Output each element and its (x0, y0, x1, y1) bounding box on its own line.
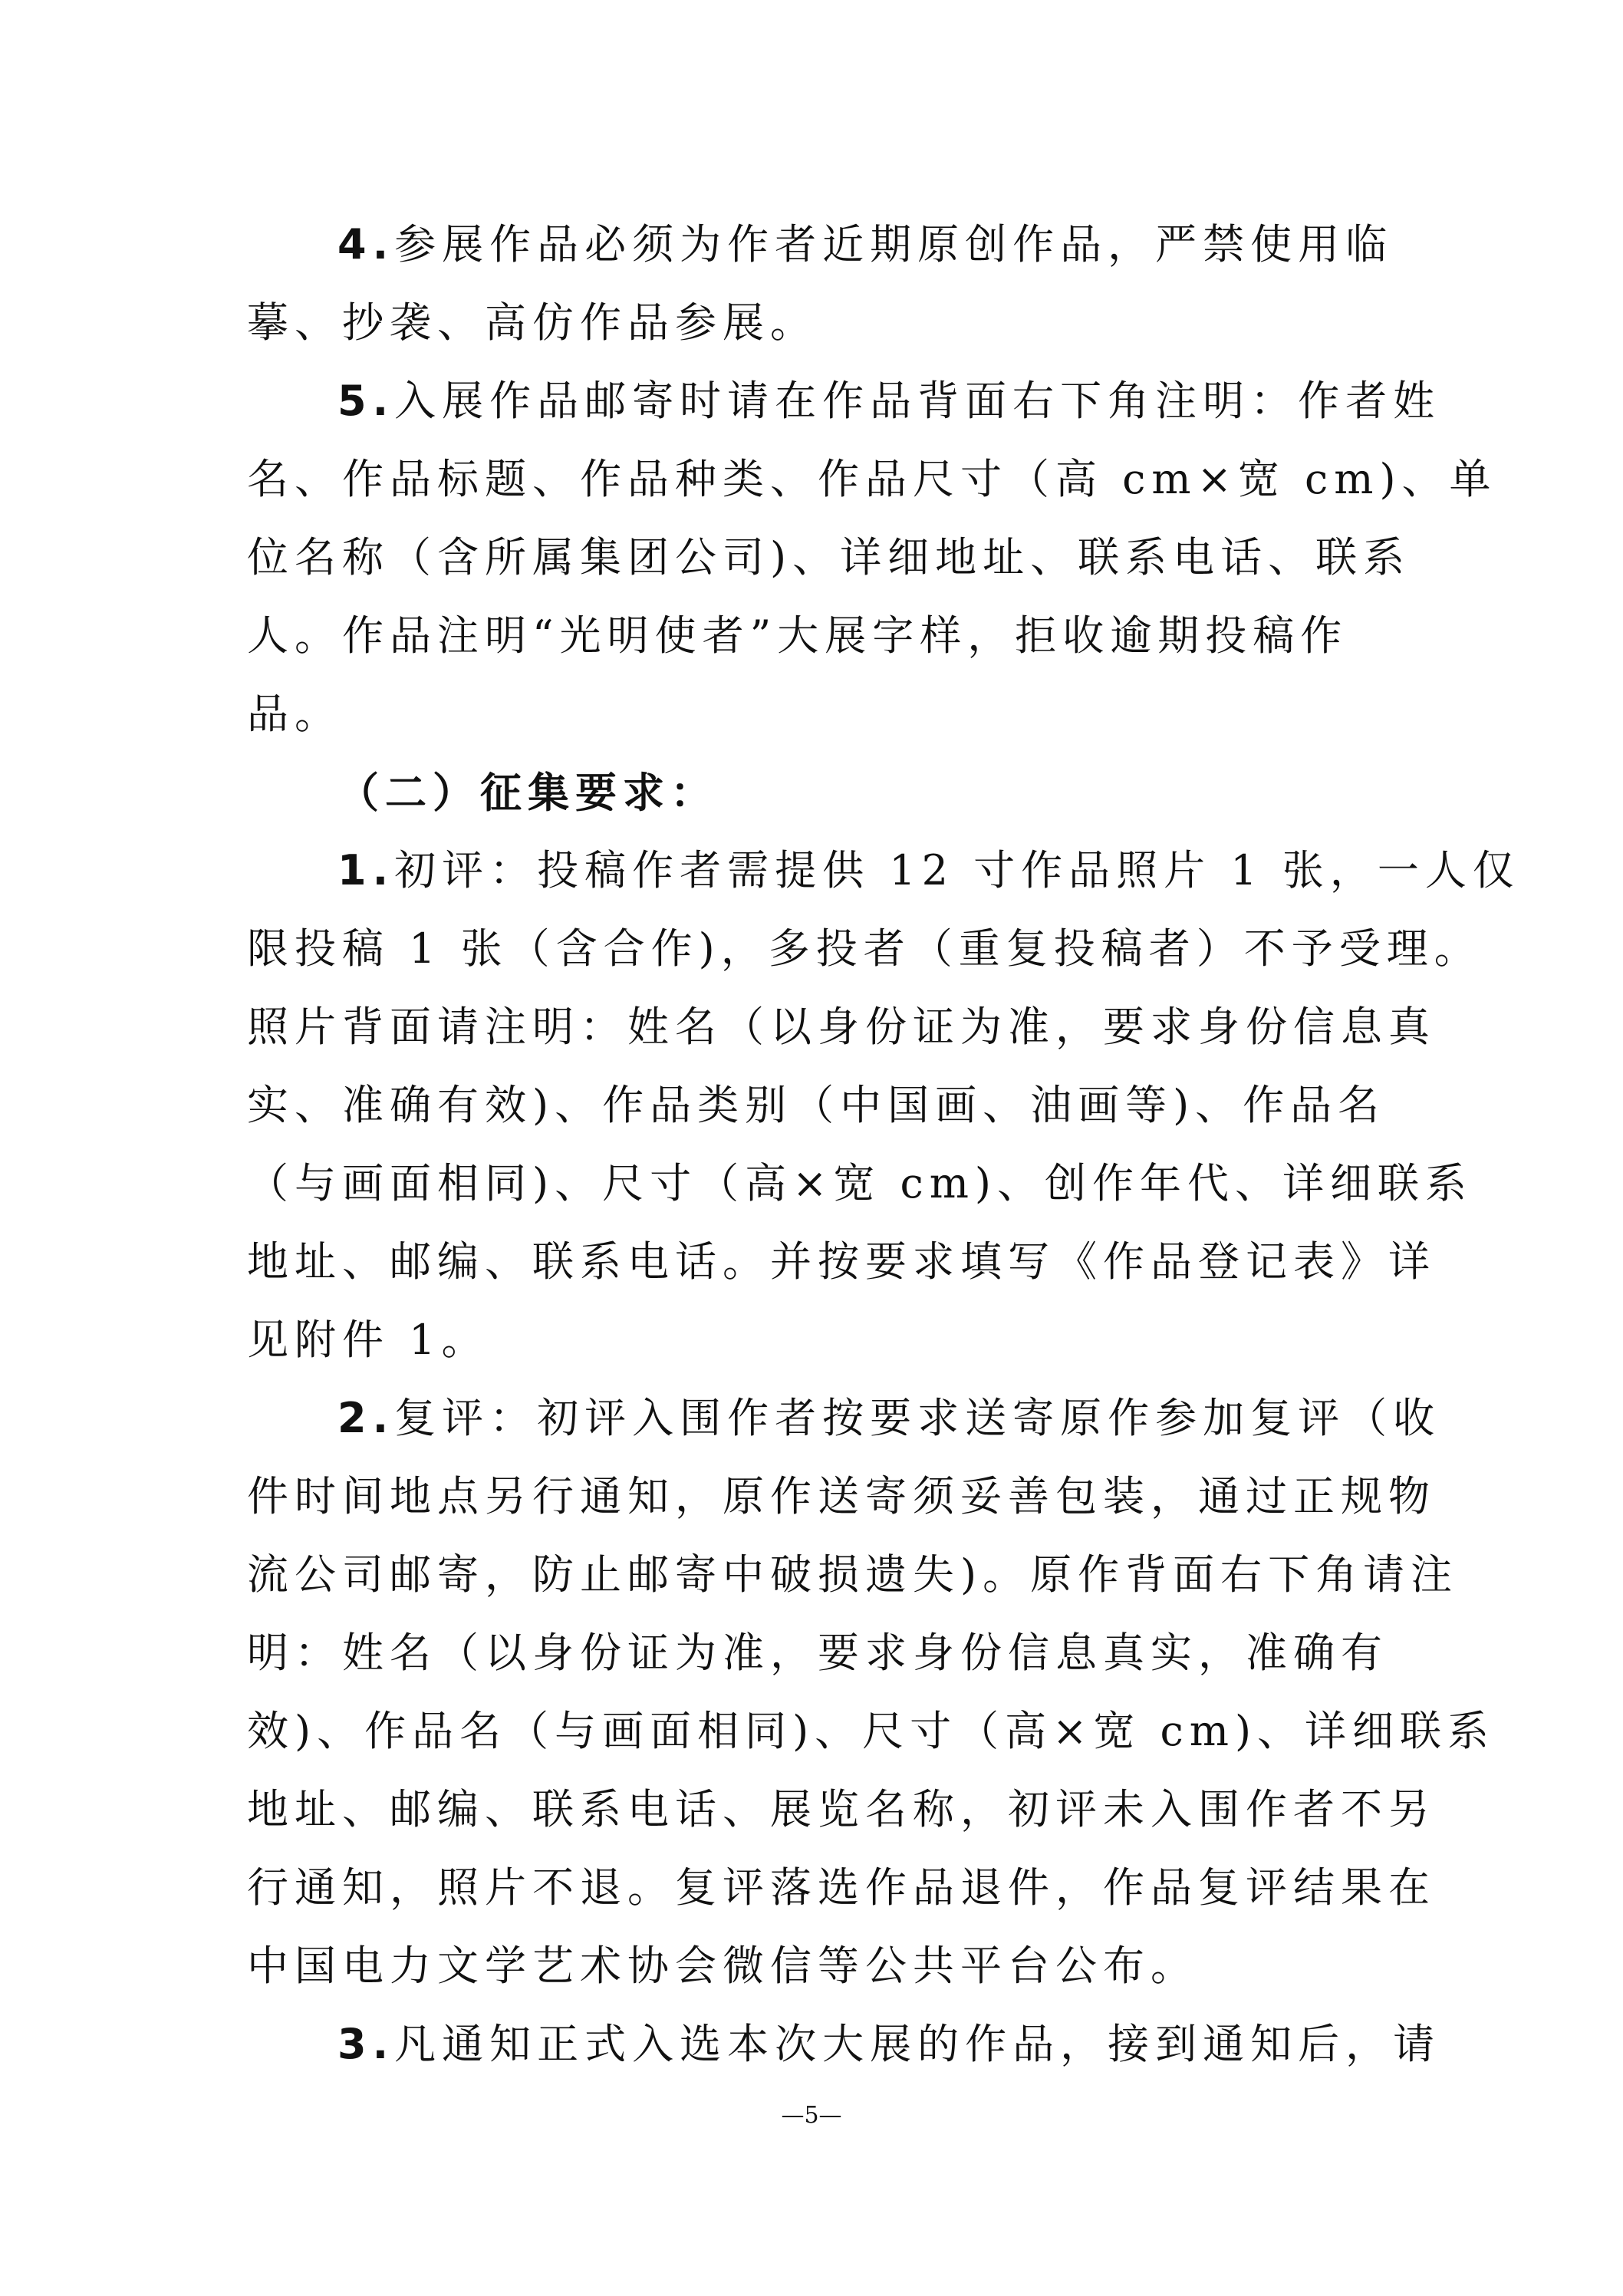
page-number: —5— (781, 2102, 842, 2129)
requirement-2-line-4: 明：姓名（以身份证为准，要求身份信息真实，准确有 (247, 1629, 1388, 1677)
requirement-2-line-8: 中国电力文学艺术协会微信等公共平台公布。 (247, 1942, 1198, 1990)
item-number: 2. (337, 1394, 395, 1442)
item-number: 5. (337, 377, 395, 425)
requirement-1-line-6: 地址、邮编、联系电话。并按要求填写《作品登记表》详 (247, 1237, 1436, 1286)
item-5-line-3: 位名称（含所属集团公司)、详细地址、联系电话、联系 (247, 533, 1411, 581)
requirement-1-line-4: 实、准确有效)、作品类别（中国画、油画等)、作品名 (247, 1081, 1386, 1129)
requirement-2-line-7: 行通知，照片不退。复评落选作品退件，作品复评结果在 (247, 1863, 1436, 1912)
item-4-line-2: 摹、抄袭、高仿作品参展。 (247, 298, 818, 347)
requirement-1-line-3: 照片背面请注明：姓名（以身份证为准，要求身份信息真 (247, 1003, 1436, 1051)
item-4-line-1 (337, 220, 1394, 268)
item-number: 4. (337, 220, 395, 268)
requirement-1-line-2: 限投稿 1 张（含合作)，多投者（重复投稿者）不予受理。 (247, 924, 1482, 973)
item-5-line-5: 品。 (247, 690, 342, 738)
item-5-line-2: 名、作品标题、作品种类、作品尺寸（高 cm×宽 cm)、单 (247, 455, 1497, 503)
item-text: 复评：初评入围作者按要求送寄原作参加复评（收 (394, 1394, 1441, 1442)
requirement-1-line-1 (337, 846, 1520, 894)
section-heading: （二）征集要求： (337, 768, 718, 817)
requirement-2-line-1 (337, 1394, 1441, 1442)
item-text: 初评：投稿作者需提供 12 寸作品照片 1 张，一人仅 (394, 846, 1520, 894)
requirement-1-line-7: 见附件 1。 (247, 1316, 489, 1364)
requirement-3-line-1 (337, 2020, 1441, 2068)
item-text: 参展作品必须为作者近期原创作品，严禁使用临 (394, 220, 1394, 268)
item-text: 入展作品邮寄时请在作品背面右下角注明：作者姓 (394, 377, 1441, 425)
item-5-line-1 (337, 377, 1441, 425)
item-number: 1. (337, 846, 395, 894)
requirement-2-line-6: 地址、邮编、联系电话、展览名称，初评未入围作者不另 (247, 1785, 1436, 1833)
item-text: 凡通知正式入选本次大展的作品，接到通知后，请 (394, 2020, 1441, 2068)
requirement-2-line-5: 效)、作品名（与画面相同)、尺寸（高×宽 cm)、详细联系 (247, 1707, 1496, 1755)
requirement-2-line-3: 流公司邮寄，防止邮寄中破损遗失)。原作背面右下角请注 (247, 1550, 1459, 1599)
requirement-2-line-2: 件时间地点另行通知，原作送寄须妥善包装，通过正规物 (247, 1472, 1436, 1520)
item-5-line-4: 人。作品注明“光明使者”大展字样，拒收逾期投稿作 (247, 611, 1348, 660)
requirement-1-line-5: （与画面相同)、尺寸（高×宽 cm)、创作年代、详细联系 (247, 1159, 1473, 1207)
item-number: 3. (337, 2020, 395, 2068)
